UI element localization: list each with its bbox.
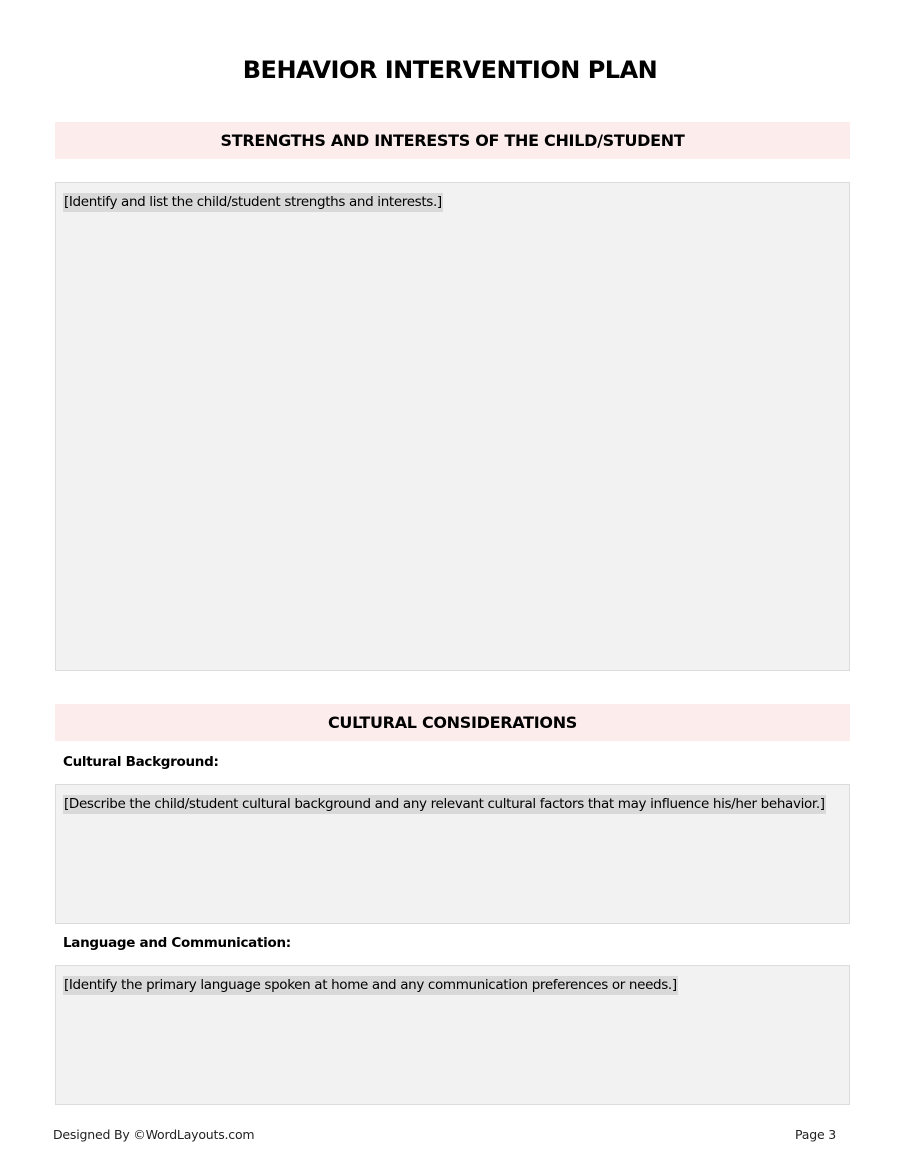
language-communication-placeholder[interactable]: [Identify the primary language spoken at home and any communication preferences or needs.]	[64, 977, 677, 993]
strengths-field[interactable]	[55, 182, 850, 671]
footer-credit: Designed By ©WordLayouts.com	[53, 1127, 255, 1142]
cultural-background-placeholder[interactable]: [Describe the child/student cultural background and any relevant cultural factors that may influence his/her behavior.]	[64, 796, 825, 812]
strengths-placeholder[interactable]: [Identify and list the child/student strengths and interests.]	[64, 194, 442, 210]
section-header-cultural: CULTURAL CONSIDERATIONS	[55, 704, 850, 741]
cultural-background-field[interactable]	[55, 784, 850, 924]
document-title: BEHAVIOR INTERVENTION PLAN	[242, 56, 658, 84]
section-header-strengths: STRENGTHS AND INTERESTS OF THE CHILD/STUDENT	[55, 122, 850, 159]
cultural-background-label: Cultural Background:	[63, 754, 219, 770]
page-number: Page 3	[795, 1127, 836, 1142]
language-communication-label: Language and Communication:	[63, 935, 291, 951]
language-communication-field[interactable]	[55, 965, 850, 1105]
